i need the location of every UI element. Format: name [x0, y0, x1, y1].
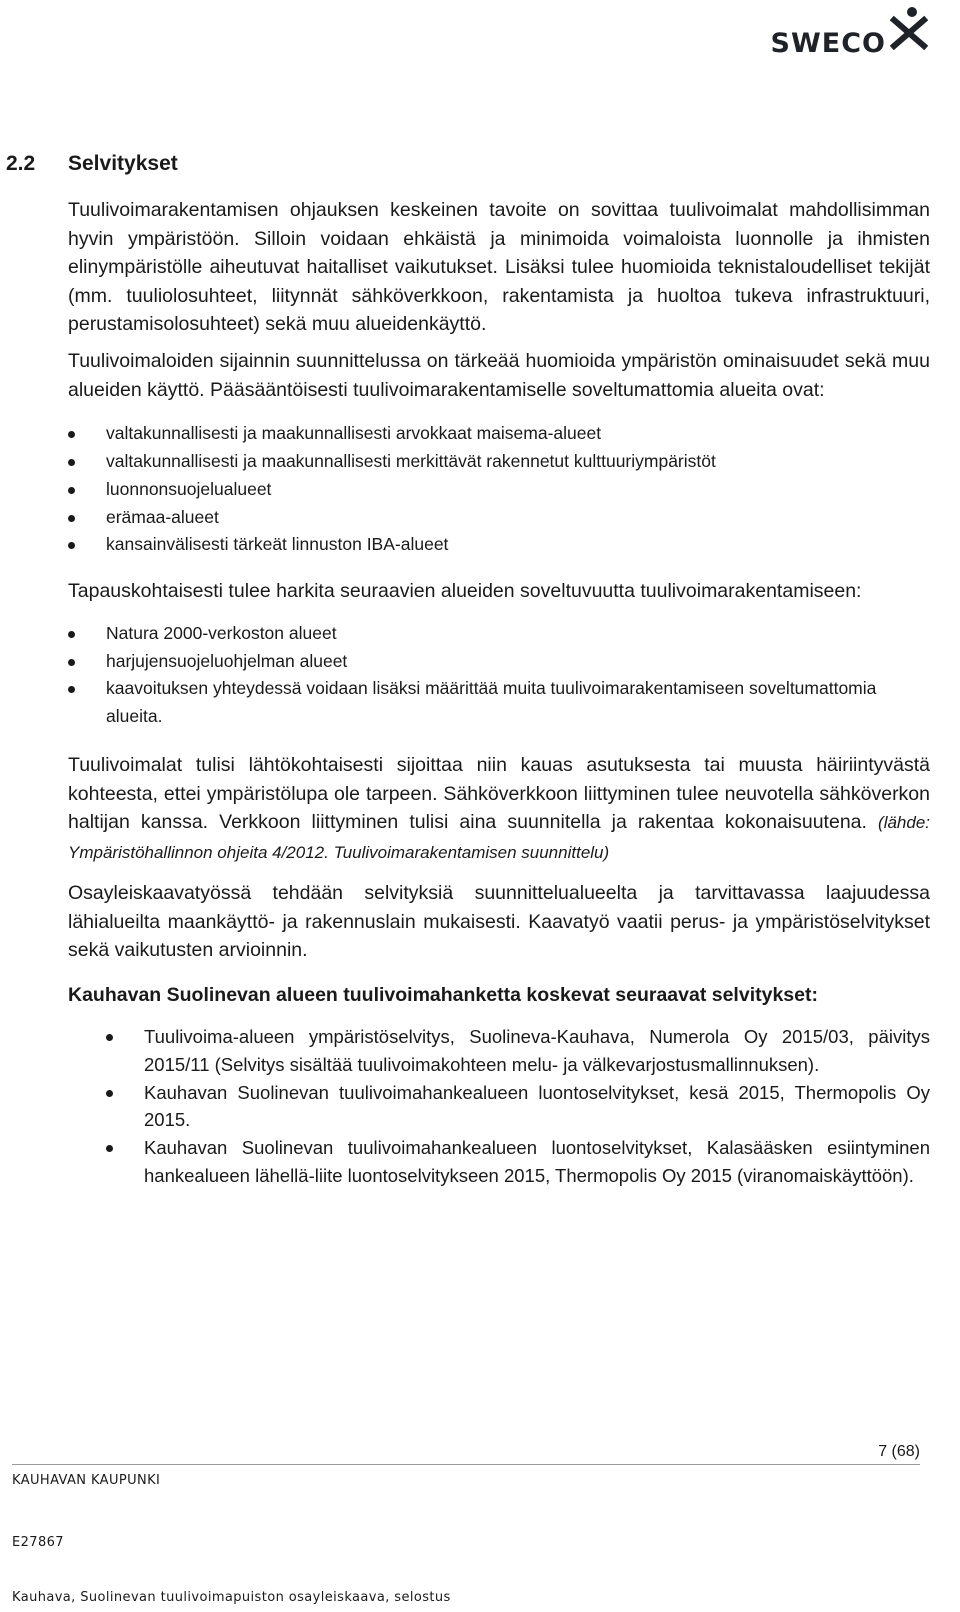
page-number: 7 (68)	[878, 1443, 920, 1460]
bullet-icon	[68, 542, 75, 549]
bullet-icon	[68, 686, 75, 693]
list-item: Tuulivoima-alueen ympäristöselvitys, Suolineva-Kauhava, Numerola Oy 2015/03, päivitys 2015/11 (Selvitys sisältää tuulivoimakohteen melu- ja välkevarjostusmallinnuksen).	[106, 1023, 930, 1079]
paragraph-2: Tuulivoimaloiden sijainnin suunnittelussa on tärkeää huomioida ympäristön ominaisuudet sekä muu alueiden käyttö. Pääsääntöisesti tuulivoimarakentamiselle soveltumattomia alueita ovat:	[68, 349, 930, 401]
list-item: valtakunnallisesti ja maakunnallisesti merkittävät rakennetut kulttuuriympäristöt	[68, 448, 930, 476]
section-title: Selvitykset	[68, 152, 178, 175]
source-citation: (lähde: Ympäristöhallinnon ohjeita 4/2012. Tuulivoimarakentamisen suunnittelu)	[68, 813, 931, 862]
list-item: Kauhavan Suolinevan tuulivoimahankealueen luontoselvitykset, Kalasääsken esiintyminen hankealueen lähellä-liite luontoselvitykseen 2015, Thermopolis Oy 2015 (viranomaiskäyttöön).	[106, 1134, 930, 1190]
list-item: erämaa-alueet	[68, 504, 930, 532]
bullet-icon	[68, 515, 75, 522]
paragraph-4-text: Tuulivoimalat tulisi lähtökohtaisesti sijoittaa niin kauas asutuksesta tai muusta häiriintyvästä kohteesta, ettei ympäristölupa ole tarpeen. Sähköverkkoon liittyminen tulee neuvotella sähköverkon haltijan kanssa. Verkkoon liittyminen tulisi aina suunnitella ja rakentaa kokonaisuutena.	[68, 753, 930, 834]
list-item: luonnonsuojelualueet	[68, 476, 930, 504]
bullet-icon	[106, 1034, 113, 1041]
sweco-logo	[770, 6, 928, 59]
bullet-icon	[68, 631, 75, 638]
list-item: valtakunnallisesti ja maakunnallisesti arvokkaat maisema-alueet	[68, 420, 930, 448]
bullet-icon	[68, 659, 75, 666]
paragraph-3: Tapauskohtaisesti tulee harkita seuraavien alueiden soveltuvuutta tuulivoimarakentamiseen:	[68, 580, 862, 603]
footer-project-code: E27867	[12, 1535, 64, 1550]
list-item: Natura 2000-verkoston alueet	[68, 620, 930, 648]
bullet-icon	[68, 431, 75, 438]
section-heading	[6, 152, 178, 176]
studies-heading: Kauhavan Suolinevan alueen tuulivoimahanketta koskevat seuraavat selvitykset:	[68, 984, 818, 1007]
main-content	[68, 196, 930, 1190]
logo-text: SWECO	[770, 28, 886, 59]
paragraph-5: Osayleiskaavatyössä tehdään selvityksiä suunnittelualueelta ja tarvittavassa laajuudessa lähialueilta maankäyttö- ja rakennuslain mukaisesti. Kaavatyö vaatii perus- ja ympäristöselvitykset sekä vaikutusten arvioinnin.	[68, 882, 930, 962]
bullet-icon	[106, 1145, 113, 1152]
list-item: kansainvälisesti tärkeät linnuston IBA-alueet	[68, 531, 930, 559]
list-item: kaavoituksen yhteydessä voidaan lisäksi määrittää muita tuulivoimarakentamiseen soveltumattomia alueita.	[68, 675, 930, 731]
bullet-icon	[106, 1090, 113, 1097]
footer-org: KAUHAVAN KAUPUNKI	[12, 1473, 161, 1488]
bullet-icon	[68, 459, 75, 466]
paragraph-1: Tuulivoimarakentamisen ohjauksen keskeinen tavoite on sovittaa tuulivoimalat mahdollisimman hyvin ympäristöön. Silloin voidaan ehkäistä ja minimoida voimaloista luonnolle ja ihmisten elinympäristölle aiheutuvat haitalliset vaikutukset. Lisäksi tulee huomioida teknistaloudelliset tekijät (mm. tuuliolosuhteet, liitynnät sähköverkkoon, rakentamista ja huoltoa tukeva infrastruktuuri, perustamisolosuhteet) sekä muu alueidenkäyttö.	[68, 199, 930, 336]
list-item: harjujensuojeluohjelman alueet	[68, 648, 930, 676]
bullet-icon	[68, 487, 75, 494]
list-item: Kauhavan Suolinevan tuulivoimahankealueen luontoselvitykset, kesä 2015, Thermopolis Oy 2015.	[106, 1079, 930, 1135]
section-number: 2.2	[6, 152, 36, 175]
studies-list	[106, 1023, 930, 1190]
footer-divider	[12, 1464, 920, 1465]
footer-document-title: Kauhava, Suolinevan tuulivoimapuiston osayleiskaava, selostus	[12, 1590, 451, 1605]
case-by-case-list	[68, 620, 930, 731]
paragraph-4	[68, 751, 930, 867]
unsuitable-areas-list	[68, 420, 930, 559]
sweco-star-icon	[890, 6, 928, 50]
